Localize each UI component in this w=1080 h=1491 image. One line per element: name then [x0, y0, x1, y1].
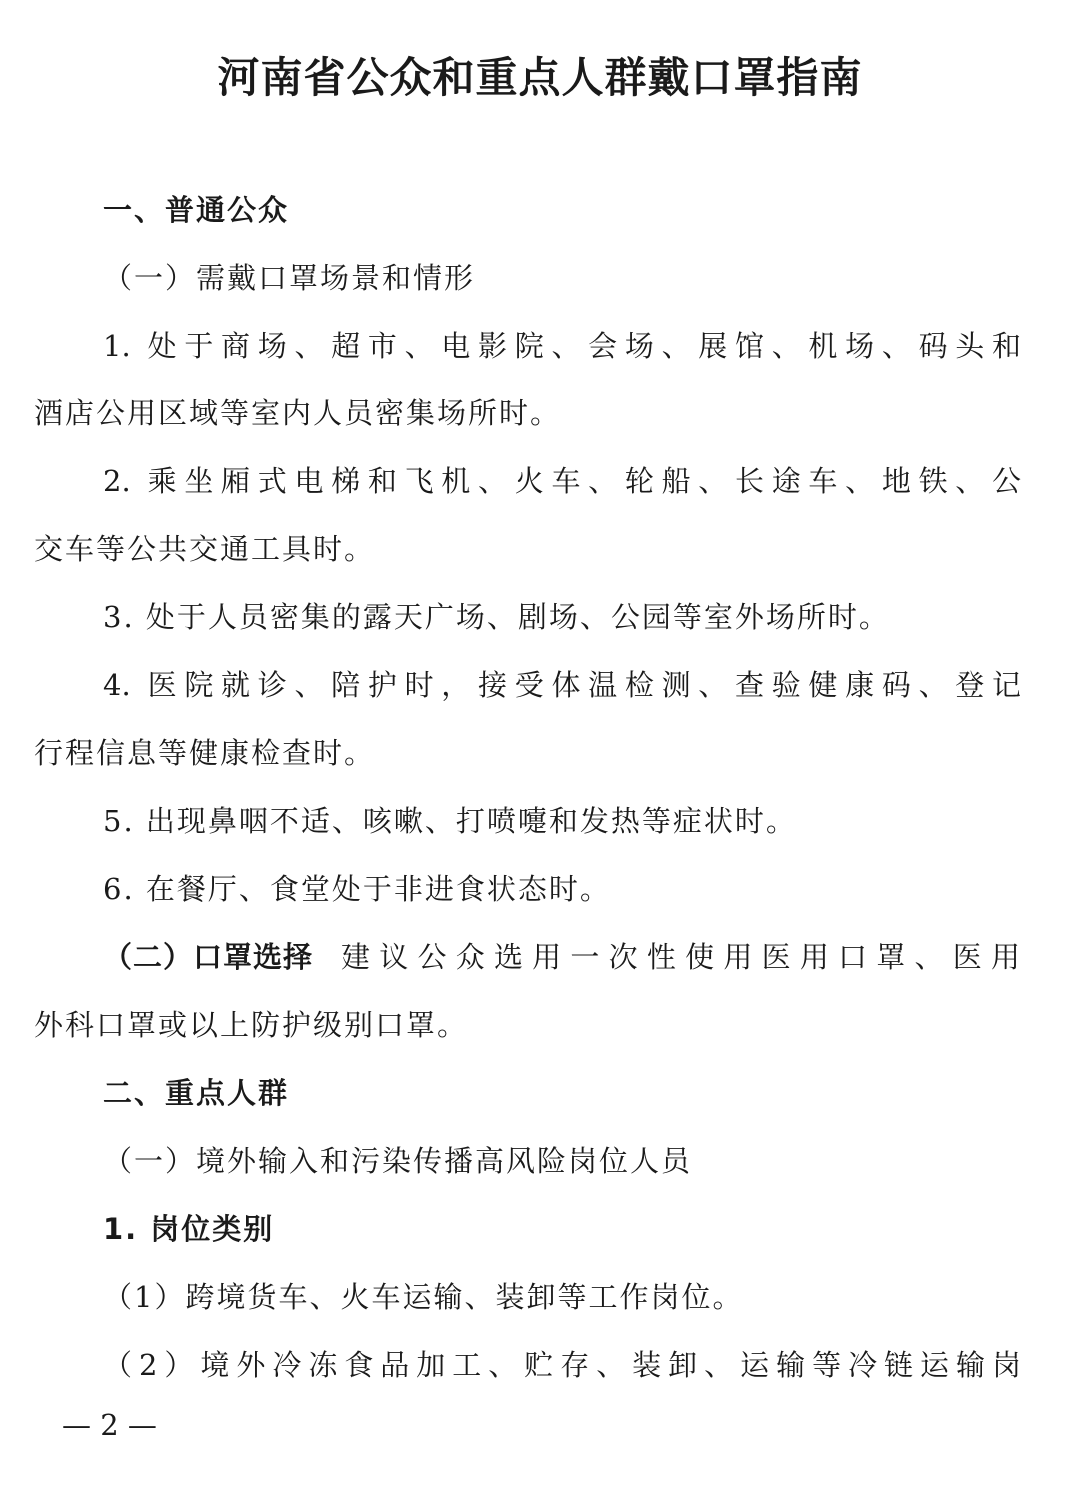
list-item-2-line-2: 交车等公共交通工具时。: [34, 532, 376, 566]
list-item-1-line-1: 1. 处于商场、超市、电影院、会场、展馆、机场、码头和: [103, 329, 1021, 363]
list-item-6: 6. 在餐厅、食堂处于非进食状态时。: [103, 872, 611, 906]
mask-selection-paragraph-line-1: [103, 937, 1021, 977]
document-title: 河南省公众和重点人群戴口罩指南: [217, 53, 863, 102]
list-item-3: 3. 处于人员密集的露天广场、剧场、公园等室外场所时。: [103, 600, 890, 634]
post-item-1: （1）跨境货车、火车运输、装卸等工作岗位。: [103, 1280, 744, 1314]
subsection-heading-high-risk-posts: （一）境外输入和污染传播高风险岗位人员: [103, 1144, 693, 1178]
list-item-1-line-2: 酒店公用区域等室内人员密集场所时。: [34, 396, 562, 430]
list-item-4-line-1: 4. 医院就诊、陪护时，接受体温检测、查验健康码、登记: [103, 668, 1021, 702]
mask-selection-text-line-2: 外科口罩或以上防护级别口罩。: [34, 1008, 469, 1042]
list-item-2-line-1: 2. 乘坐厢式电梯和飞机、火车、轮船、长途车、地铁、公: [103, 464, 1021, 498]
mask-selection-text-line-1: 建议公众选用一次性使用医用口罩、医用: [341, 940, 1021, 974]
mask-selection-lead: （二）口罩选择: [103, 940, 314, 974]
section-heading-general-public: 一、普通公众: [103, 193, 290, 227]
list-item-4-line-2: 行程信息等健康检查时。: [34, 736, 376, 770]
subsection-heading-mask-scenarios: （一）需戴口罩场景和情形: [103, 261, 476, 295]
section-heading-key-groups: 二、重点人群: [103, 1076, 290, 1110]
page-number: — 2 —: [62, 1408, 157, 1442]
category-heading-post-types: 1. 岗位类别: [103, 1212, 275, 1246]
list-item-5: 5. 出现鼻咽不适、咳嗽、打喷嚏和发热等症状时。: [103, 804, 797, 838]
post-item-2-line-1: （2）境外冷冻食品加工、贮存、装卸、运输等冷链运输岗: [103, 1348, 1021, 1382]
